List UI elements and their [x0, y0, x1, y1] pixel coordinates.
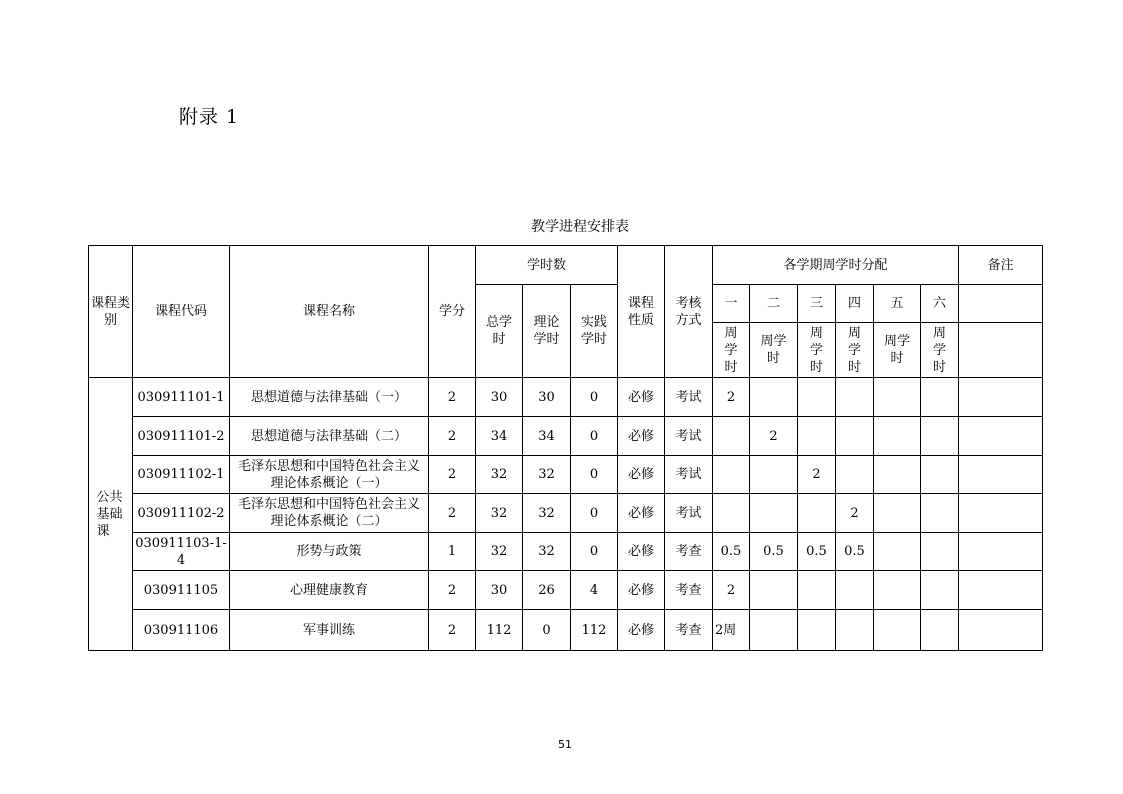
hours-total: 30 — [476, 378, 523, 417]
exam-type: 考试 — [665, 456, 713, 494]
semester-5-hours — [874, 378, 921, 417]
header-hours-total — [476, 285, 523, 378]
semester-5-hours — [874, 533, 921, 571]
hours-practice: 0 — [571, 533, 618, 571]
semester-2-hours — [750, 610, 798, 651]
header-semester-group: 各学期周学时分配 — [713, 246, 959, 285]
header-hours-group: 学时数 — [476, 246, 618, 285]
course-code: 030911101-1 — [133, 378, 230, 417]
semester-4-hours — [836, 417, 874, 456]
week-hours-2-text: 周学时 — [760, 334, 787, 366]
semester-4-hours — [836, 610, 874, 651]
semester-6-hours — [921, 378, 959, 417]
category-label: 公共基础课 — [96, 489, 123, 539]
hours-practice: 0 — [571, 494, 618, 533]
category-cell — [89, 378, 133, 651]
header-nature — [618, 246, 665, 378]
week-hours-2 — [750, 323, 798, 378]
credits: 2 — [429, 610, 476, 651]
semester-5-hours — [874, 494, 921, 533]
exam-type: 考试 — [665, 494, 713, 533]
semester-1-hours: 0.5 — [713, 533, 750, 571]
header-hours-total-text: 总学时 — [485, 315, 512, 347]
semester-3-hours: 0.5 — [798, 533, 836, 571]
semester-2-hours — [750, 378, 798, 417]
remarks-header-blank — [959, 285, 1043, 323]
hours-practice: 4 — [571, 571, 618, 610]
course-nature: 必修 — [618, 378, 665, 417]
semester-4-hours: 2 — [836, 494, 874, 533]
semester-1-hours — [713, 456, 750, 494]
week-hours-1-text: 周学时 — [724, 325, 738, 375]
table-row — [89, 378, 1043, 417]
appendix-title: 附录 1 — [179, 106, 240, 128]
semester-6-header: 六 — [921, 285, 959, 323]
semester-6-hours — [921, 494, 959, 533]
table-row — [89, 533, 1043, 571]
semester-2-hours: 2 — [750, 417, 798, 456]
semester-1-hours — [713, 494, 750, 533]
course-code: 030911101-2 — [133, 417, 230, 456]
course-name: 军事训练 — [230, 610, 429, 651]
semester-3-hours — [798, 417, 836, 456]
header-category: 课程类别 — [89, 246, 133, 378]
hours-theory: 34 — [523, 417, 571, 456]
week-hours-5 — [874, 323, 921, 378]
exam-type: 考试 — [665, 417, 713, 456]
table-row — [89, 571, 1043, 610]
hours-practice: 112 — [571, 610, 618, 651]
hours-theory: 32 — [523, 456, 571, 494]
semester-5-hours — [874, 417, 921, 456]
week-hours-6 — [921, 323, 959, 378]
table-caption: 教学进程安排表 — [531, 219, 629, 235]
course-name: 毛泽东思想和中国特色社会主义理论体系概论（一） — [230, 456, 429, 494]
remark — [959, 378, 1043, 417]
week-hours-6-text: 周学时 — [933, 325, 947, 375]
hours-theory: 26 — [523, 571, 571, 610]
header-nature-text: 课程性质 — [627, 295, 654, 328]
remark — [959, 610, 1043, 651]
header-hours-practice-text: 实践学时 — [580, 315, 607, 347]
remarks-sub-blank — [959, 323, 1043, 378]
credits: 2 — [429, 456, 476, 494]
semester-3-hours — [798, 610, 836, 651]
course-name: 毛泽东思想和中国特色社会主义理论体系概论（二） — [230, 494, 429, 533]
semester-6-hours — [921, 417, 959, 456]
header-credits: 学分 — [429, 246, 476, 378]
semester-2-hours — [750, 494, 798, 533]
hours-total: 32 — [476, 456, 523, 494]
week-hours-1 — [713, 323, 750, 378]
semester-5-hours — [874, 610, 921, 651]
hours-practice: 0 — [571, 456, 618, 494]
semester-1-hours: 2 — [713, 378, 750, 417]
semester-4-hours — [836, 571, 874, 610]
remark — [959, 533, 1043, 571]
course-nature: 必修 — [618, 610, 665, 651]
exam-type: 考查 — [665, 610, 713, 651]
table-row — [89, 456, 1043, 494]
hours-total: 32 — [476, 494, 523, 533]
exam-type: 考试 — [665, 378, 713, 417]
course-nature: 必修 — [618, 456, 665, 494]
semester-5-header: 五 — [874, 285, 921, 323]
remark — [959, 571, 1043, 610]
week-hours-4 — [836, 323, 874, 378]
hours-theory: 30 — [523, 378, 571, 417]
credits: 2 — [429, 571, 476, 610]
course-name: 形势与政策 — [230, 533, 429, 571]
remark — [959, 494, 1043, 533]
semester-6-hours — [921, 533, 959, 571]
hours-theory: 32 — [523, 533, 571, 571]
semester-4-hours — [836, 456, 874, 494]
semester-3-hours — [798, 494, 836, 533]
hours-practice: 0 — [571, 417, 618, 456]
semester-4-hours — [836, 378, 874, 417]
hours-theory: 32 — [523, 494, 571, 533]
header-name: 课程名称 — [230, 246, 429, 378]
credits: 1 — [429, 533, 476, 571]
remark — [959, 417, 1043, 456]
semester-6-hours — [921, 456, 959, 494]
semester-3-hours: 2 — [798, 456, 836, 494]
semester-1-hours — [713, 417, 750, 456]
table-row — [89, 417, 1043, 456]
semester-2-hours: 0.5 — [750, 533, 798, 571]
course-name: 思想道德与法律基础（一） — [230, 378, 429, 417]
credits: 2 — [429, 417, 476, 456]
semester-6-hours — [921, 571, 959, 610]
exam-type: 考查 — [665, 571, 713, 610]
credits: 2 — [429, 494, 476, 533]
semester-4-header: 四 — [836, 285, 874, 323]
week-hours-4-text: 周学时 — [847, 325, 861, 375]
exam-type: 考查 — [665, 533, 713, 571]
header-code: 课程代码 — [133, 246, 230, 378]
course-code: 030911102-1 — [133, 456, 230, 494]
semester-2-hours — [750, 571, 798, 610]
table-row — [89, 610, 1043, 651]
hours-total: 32 — [476, 533, 523, 571]
hours-total: 112 — [476, 610, 523, 651]
header-exam — [665, 246, 713, 378]
semester-1-header: 一 — [713, 285, 750, 323]
hours-theory: 0 — [523, 610, 571, 651]
semester-3-hours — [798, 378, 836, 417]
week-hours-5-text: 周学时 — [883, 334, 910, 366]
course-code: 030911103-1-4 — [133, 533, 230, 571]
semester-2-hours — [750, 456, 798, 494]
course-nature: 必修 — [618, 417, 665, 456]
semester-6-hours — [921, 610, 959, 651]
course-nature: 必修 — [618, 494, 665, 533]
semester-3-header: 三 — [798, 285, 836, 323]
schedule-table — [88, 245, 1043, 651]
table-row — [89, 494, 1043, 533]
semester-1-hours: 2周 — [713, 610, 750, 651]
course-name: 心理健康教育 — [230, 571, 429, 610]
semester-5-hours — [874, 456, 921, 494]
hours-practice: 0 — [571, 378, 618, 417]
header-hours-practice — [571, 285, 618, 378]
semester-1-hours: 2 — [713, 571, 750, 610]
semester-3-hours — [798, 571, 836, 610]
course-name: 思想道德与法律基础（二） — [230, 417, 429, 456]
week-hours-3 — [798, 323, 836, 378]
course-code: 030911102-2 — [133, 494, 230, 533]
header-hours-theory — [523, 285, 571, 378]
remark — [959, 456, 1043, 494]
credits: 2 — [429, 378, 476, 417]
course-code: 030911105 — [133, 571, 230, 610]
semester-4-hours: 0.5 — [836, 533, 874, 571]
semester-5-hours — [874, 571, 921, 610]
page-number: 51 — [558, 738, 572, 751]
hours-total: 30 — [476, 571, 523, 610]
course-nature: 必修 — [618, 533, 665, 571]
course-code: 030911106 — [133, 610, 230, 651]
hours-total: 34 — [476, 417, 523, 456]
week-hours-3-text: 周学时 — [809, 325, 823, 375]
header-hours-theory-text: 理论学时 — [533, 315, 560, 347]
header-remarks: 备注 — [959, 246, 1043, 285]
course-nature: 必修 — [618, 571, 665, 610]
header-exam-text: 考核方式 — [675, 295, 702, 328]
semester-2-header: 二 — [750, 285, 798, 323]
